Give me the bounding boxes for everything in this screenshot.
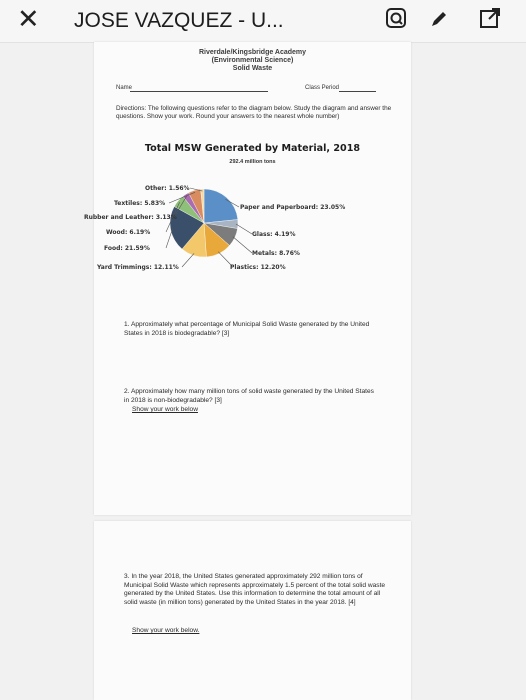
leader-line-5: [166, 229, 173, 248]
name-label: Name: [116, 85, 133, 91]
question-2-show-work: Show your work below: [132, 406, 198, 413]
close-icon[interactable]: ✕: [17, 4, 40, 35]
class-period-label: Class Period: [305, 85, 340, 91]
pie-chart: [94, 42, 411, 515]
open-external-icon[interactable]: [478, 6, 502, 30]
slice-label-food: Food: 21.59%: [104, 245, 150, 252]
chart-title: Total MSW Generated by Material, 2018: [144, 143, 361, 154]
document-page-2: [94, 521, 411, 700]
slice-label-other: Other: 1.56%: [145, 185, 190, 192]
chart-subtitle: 292.4 million tons: [229, 159, 276, 165]
program-name: (Environmental Science): [211, 57, 294, 64]
school-name: Riverdale/Kingsbridge Academy: [198, 49, 307, 56]
question-3-show-work: Show your work below.: [132, 627, 200, 634]
slice-label-rubber-leather: Rubber and Leather: 3.13%: [84, 214, 177, 221]
leader-line-2: [233, 237, 252, 253]
question-2: 2. Approximately how many million tons of solid waste generated by the United States in 2018 is non-biodegradable? [3]: [124, 388, 374, 404]
pie-slice-0: [204, 189, 238, 223]
slice-label-wood: Wood: 6.19%: [106, 229, 151, 236]
question-3: 3. In the year 2018, the United States generated approximately 292 million tons of Municipal Solid Waste which represents approximately 1.5 percent of the total solid waste generated by the United States. Use this information to determine the total amount of all solid waste (in million tons) generated by the United States in the year 2018. [4]: [124, 573, 386, 606]
leader-line-4: [182, 253, 194, 267]
pencil-icon[interactable]: [428, 8, 450, 30]
document-page-1: [84, 42, 411, 515]
top-toolbar: [0, 0, 526, 43]
slice-label-yard-trimmings: Yard Trimmings: 12.11%: [97, 264, 179, 271]
slice-label-paper: Paper and Paperboard: 23.05%: [240, 204, 346, 211]
slice-label-glass: Glass: 4.19%: [252, 231, 296, 238]
slice-label-metals: Metals: 8.76%: [252, 250, 300, 257]
slice-label-textiles: Textiles: 5.83%: [114, 200, 166, 207]
annotate-icon[interactable]: [384, 6, 408, 30]
slice-label-plastics: Plastics: 12.20%: [230, 264, 286, 271]
question-1: 1. Approximately what percentage of Municipal Solid Waste generated by the United States in 2018 is biodegradable? [3]: [124, 321, 370, 337]
topic-name: Solid Waste: [232, 65, 273, 72]
leader-line-1: [236, 224, 252, 234]
document-title: JOSE VAZQUEZ - U...: [74, 9, 284, 32]
directions-text: Directions: The following questions refer to the diagram below. Study the diagram and answer the questions. Show your work. Round your answers to the nearest whole number): [116, 105, 392, 120]
